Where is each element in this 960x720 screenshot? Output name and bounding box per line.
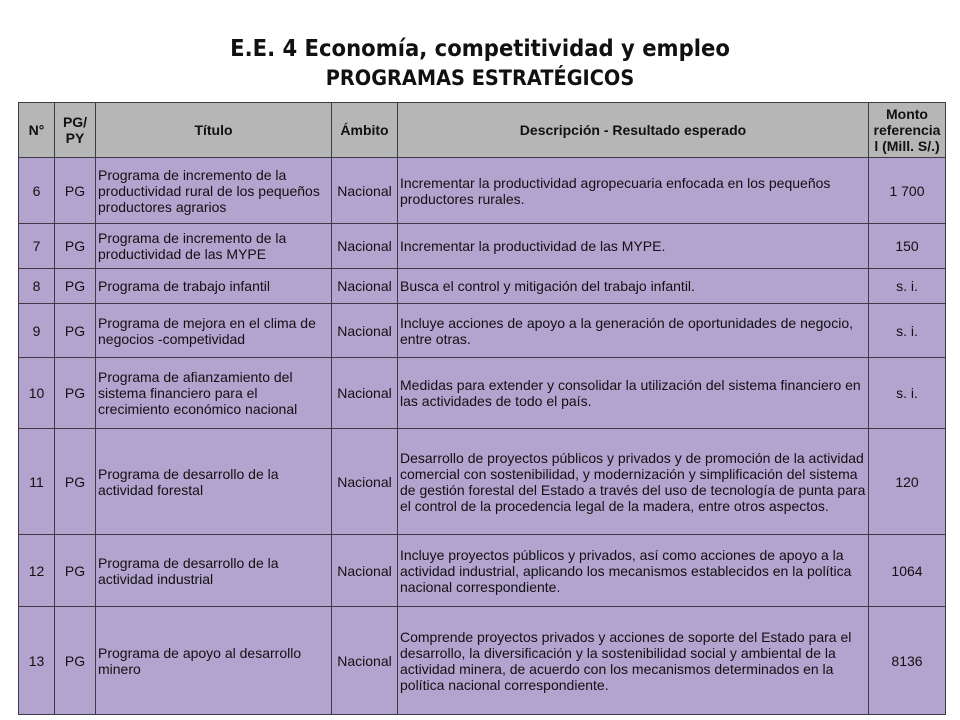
page-header (0, 34, 960, 92)
row-title: Programa de afianzamiento del sistema financiero para el crecimiento económico nacional (96, 358, 332, 429)
row-type: PG (55, 535, 96, 607)
row-description: Incluye proyectos públicos y privados, así como acciones de apoyo a la actividad industrial, aplicando los mecanismos establecidos en la política nacional correspondiente. (398, 535, 869, 607)
row-description: Incluye acciones de apoyo a la generación de oportunidades de negocio, entre otras. (398, 304, 869, 358)
table-row (19, 304, 946, 358)
table-row (19, 269, 946, 304)
row-title: Programa de apoyo al desarrollo minero (96, 607, 332, 715)
page-title: E.E. 4 Economía, competitividad y empleo (230, 36, 730, 62)
column-header-descripcion: Descripción - Resultado esperado (398, 103, 869, 158)
row-amount: s. i. (869, 358, 946, 429)
table-row (19, 535, 946, 607)
column-header-titulo: Título (96, 103, 332, 158)
programs-table (18, 102, 946, 715)
table-row (19, 607, 946, 715)
row-type: PG (55, 224, 96, 269)
row-amount: 150 (869, 224, 946, 269)
page-subtitle: PROGRAMAS ESTRATÉGICOS (325, 66, 635, 90)
row-type: PG (55, 429, 96, 535)
row-scope: Nacional (332, 224, 398, 269)
row-amount: s. i. (869, 269, 946, 304)
row-scope: Nacional (332, 269, 398, 304)
row-description: Comprende proyectos privados y acciones de soporte del Estado para el desarrollo, la diversificación y la sostenibilidad social y ambiental de la actividad minera, de acuerdo con los mecanismos determinados en la política nacional correspondiente. (398, 607, 869, 715)
table-row (19, 429, 946, 535)
row-title: Programa de incremento de la productividad rural de los pequeños productores agrarios (96, 158, 332, 224)
row-type: PG (55, 358, 96, 429)
table-row (19, 224, 946, 269)
row-number: 7 (19, 224, 55, 269)
row-type: PG (55, 607, 96, 715)
row-description: Incrementar la productividad agropecuaria enfocada en los pequeños productores rurales. (398, 158, 869, 224)
row-scope: Nacional (332, 158, 398, 224)
column-header-ambito: Ámbito (332, 103, 398, 158)
row-description: Incrementar la productividad de las MYPE. (398, 224, 869, 269)
row-amount: 1 700 (869, 158, 946, 224)
row-number: 13 (19, 607, 55, 715)
column-header-num: N° (19, 103, 55, 158)
row-scope: Nacional (332, 304, 398, 358)
row-type: PG (55, 304, 96, 358)
row-type: PG (55, 158, 96, 224)
row-number: 6 (19, 158, 55, 224)
row-title: Programa de desarrollo de la actividad forestal (96, 429, 332, 535)
table-row (19, 158, 946, 224)
row-scope: Nacional (332, 607, 398, 715)
row-number: 9 (19, 304, 55, 358)
row-description: Medidas para extender y consolidar la utilización del sistema financiero en las actividades de todo el país. (398, 358, 869, 429)
row-amount: 120 (869, 429, 946, 535)
row-scope: Nacional (332, 358, 398, 429)
row-amount: s. i. (869, 304, 946, 358)
row-amount: 1064 (869, 535, 946, 607)
row-title: Programa de trabajo infantil (96, 269, 332, 304)
row-title: Programa de incremento de la productividad de las MYPE (96, 224, 332, 269)
row-number: 8 (19, 269, 55, 304)
row-number: 12 (19, 535, 55, 607)
row-number: 11 (19, 429, 55, 535)
row-type: PG (55, 269, 96, 304)
row-scope: Nacional (332, 429, 398, 535)
row-title: Programa de mejora en el clima de negocios -competividad (96, 304, 332, 358)
column-header-pg-py: PG/ PY (55, 103, 96, 158)
row-title: Programa de desarrollo de la actividad industrial (96, 535, 332, 607)
table-row (19, 358, 946, 429)
table-header-row (19, 103, 946, 158)
row-description: Busca el control y mitigación del trabajo infantil. (398, 269, 869, 304)
row-amount: 8136 (869, 607, 946, 715)
row-scope: Nacional (332, 535, 398, 607)
column-header-monto: Monto referencia l (Mill. S/.) (869, 103, 946, 158)
row-number: 10 (19, 358, 55, 429)
row-description: Desarrollo de proyectos públicos y privados y de promoción de la actividad comercial con sostenibilidad, y modernización y simplificación del sistema de gestión forestal del Estado a través del uso de tecnología de punta para el control de la procedencia legal de la madera, entre otros aspectos. (398, 429, 869, 535)
